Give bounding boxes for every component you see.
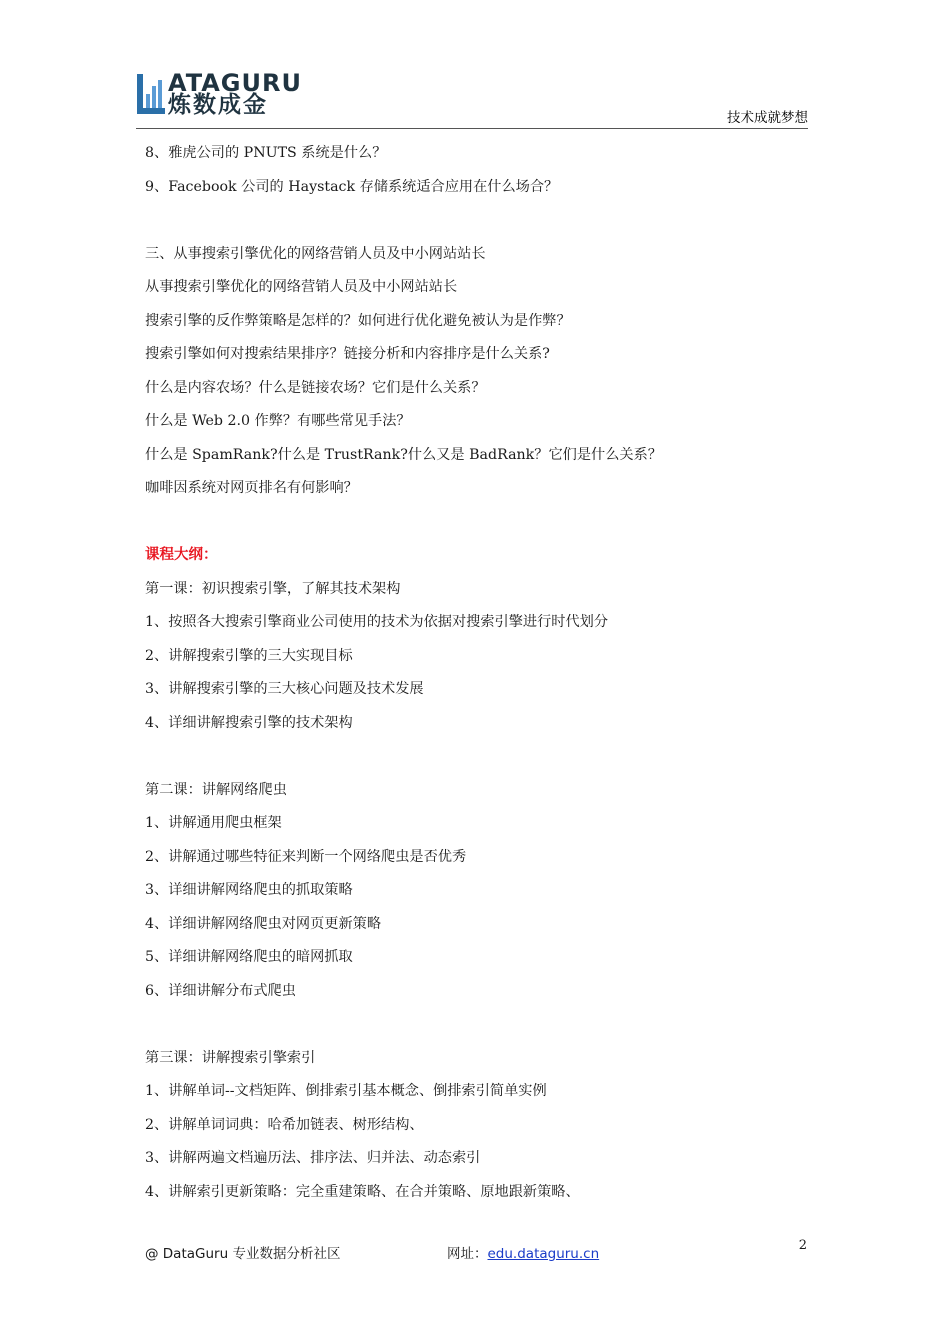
lesson-item: 6、详细讲解分布式爬虫 (145, 982, 296, 999)
document-body (145, 140, 805, 1212)
lesson-item: 3、详细讲解网络爬虫的抓取策略 (145, 882, 353, 898)
text-line: 9、Facebook 公司的 Haystack 存储系统适合应用在什么场合？ (145, 178, 559, 195)
footer-community: @ DataGuru 专业数据分析社区 (145, 1246, 341, 1262)
lesson-item: 2、讲解通过哪些特征来判断一个网络爬虫是否优秀 (145, 848, 467, 865)
blank-line (145, 743, 805, 777)
text-line: 什么是 SpamRank?什么是 TrustRank?什么又是 BadRank？它们是什么关系？ (145, 446, 662, 463)
lesson-item: 1、讲解单词--文档矩阵、倒排索引基本概念、倒排索引简单实例 (145, 1083, 547, 1099)
page-number: 2 (798, 1238, 807, 1253)
text-line: 从事搜索引擎优化的网络营销人员及中小网站站长 (145, 279, 458, 295)
lesson-heading: 第三课：讲解搜索引擎索引 (145, 1049, 316, 1066)
text-line: 什么是 Web 2.0 作弊？有哪些常见手法？ (145, 413, 411, 429)
lesson-item: 3、讲解搜索引擎的三大核心问题及技术发展 (145, 681, 424, 697)
logo-wordmark: ATAGURU (168, 69, 302, 97)
lesson-item: 4、讲解索引更新策略：完全重建策略、在合并策略、原地跟新策略、 (145, 1183, 580, 1200)
header-divider (136, 128, 808, 129)
footer-url-label: 网址： (447, 1246, 488, 1262)
footer-url-link[interactable]: edu.dataguru.cn (487, 1246, 600, 1262)
lesson-item: 2、讲解搜索引擎的三大实现目标 (145, 647, 353, 664)
page-header (136, 68, 808, 130)
blank-line (145, 1011, 805, 1045)
lesson-item: 4、详细讲解网络爬虫对网页更新策略 (145, 915, 382, 932)
lesson-item: 4、详细讲解搜索引擎的技术架构 (145, 714, 353, 731)
header-slogan: 技术成就梦想 (727, 110, 808, 126)
dataguru-logo (136, 69, 306, 118)
lesson-item: 5、详细讲解网络爬虫的暗网抓取 (145, 949, 353, 965)
footer-url-block (447, 1242, 599, 1262)
outline-title: 课程大纲： (145, 547, 218, 563)
page-footer (145, 1238, 807, 1268)
lesson-item: 1、按照各大搜索引擎商业公司使用的技术为依据对搜索引擎进行时代划分 (145, 614, 609, 630)
lesson-heading: 第二课：讲解网络爬虫 (145, 781, 287, 798)
text-line: 搜索引擎的反作弊策略是怎样的？如何进行优化避免被认为是作弊？ (145, 312, 571, 329)
text-line: 搜索引擎如何对搜索结果排序？链接分析和内容排序是什么关系? (145, 346, 550, 362)
lesson-item: 2、讲解单词词典：哈希加链表、树形结构、 (145, 1116, 424, 1133)
logo-bar-chart-icon (136, 72, 166, 116)
section-heading: 三、从事搜索引擎优化的网络营销人员及中小网站站长 (145, 245, 486, 262)
lesson-heading: 第一课：初识搜索引擎，了解其技术架构 (145, 580, 401, 597)
logo-chinese: 炼数成金 (168, 92, 268, 118)
text-line: 咖啡因系统对网页排名有何影响？ (145, 480, 358, 496)
blank-line (145, 509, 805, 543)
blank-line (145, 207, 805, 241)
lesson-item: 1、讲解通用爬虫框架 (145, 815, 282, 831)
lesson-item: 3、讲解两遍文档遍历法、排序法、归并法、动态索引 (145, 1150, 481, 1166)
text-line: 什么是内容农场？什么是链接农场？它们是什么关系？ (145, 379, 486, 396)
text-line: 8、雅虎公司的 PNUTS 系统是什么？ (145, 145, 387, 161)
